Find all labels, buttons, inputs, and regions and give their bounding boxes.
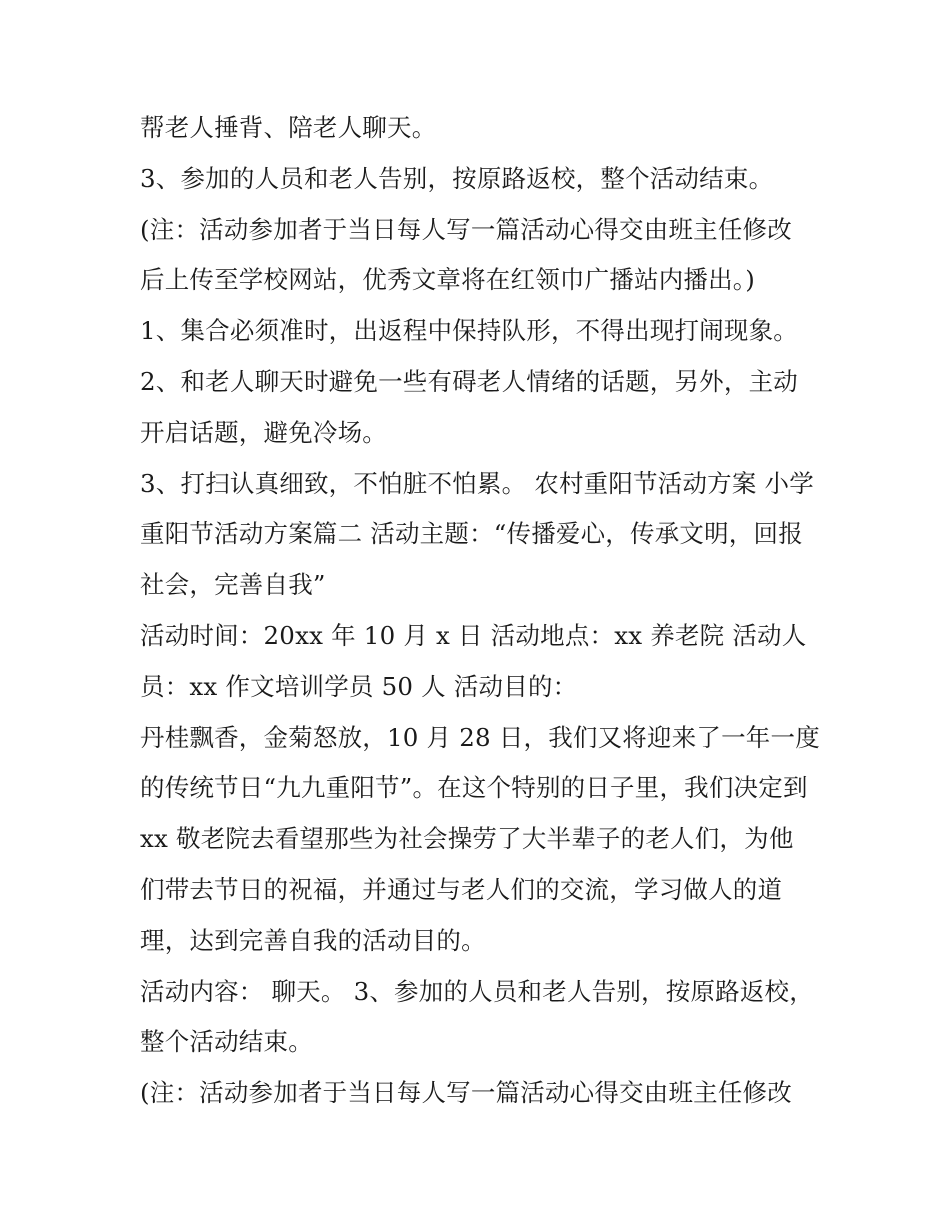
text-line: 员：xx 作文培训学员 50 人 活动目的： bbox=[140, 671, 578, 701]
text-line: 理，达到完善自我的活动目的。 bbox=[140, 925, 486, 955]
text-line: (注：活动参加者于当日每人写一篇活动心得交由班主任修改 bbox=[140, 214, 792, 244]
text-line: 3、参加的人员和老人告别，按原路返校，整个活动结束。 bbox=[140, 163, 774, 193]
text-line: 后上传至学校网站，优秀文章将在红领巾广播站内播出。) bbox=[140, 265, 756, 295]
text-line: 1、集合必须准时，出返程中保持队形，不得出现打闹现象。 bbox=[140, 316, 798, 346]
text-line: 2、和老人聊天时避免一些有碍老人情绪的话题，另外，主动 bbox=[140, 366, 798, 396]
text-line: 社会，完善自我” bbox=[140, 570, 326, 600]
text-line: 重阳节活动方案篇二 活动主题：“传播爱心，传承文明，回报 bbox=[140, 519, 803, 549]
text-line: 3、打扫认真细致，不怕脏不怕累。 农村重阳节活动方案 小学 bbox=[140, 468, 814, 498]
text-line: 整个活动结束。 bbox=[140, 1027, 313, 1057]
text-line: xx 敬老院去看望那些为社会操劳了大半辈子的老人们，为他 bbox=[140, 824, 794, 854]
text-line: 的传统节日“九九重阳节”。在这个特别的日子里，我们决定到 bbox=[140, 773, 808, 803]
text-line: 丹桂飘香，金菊怒放，10 月 28 日，我们又将迎来了一年一度 bbox=[140, 722, 820, 752]
text-line: 开启话题，避免冷场。 bbox=[140, 417, 387, 447]
text-line: 们带去节日的祝福，并通过与老人们的交流，学习做人的道 bbox=[140, 874, 783, 904]
text-line: (注：活动参加者于当日每人写一篇活动心得交由班主任修改 bbox=[140, 1078, 792, 1108]
text-line: 活动时间：20xx 年 10 月 x 日 活动地点：xx 养老院 活动人 bbox=[140, 620, 807, 650]
document-body bbox=[140, 103, 830, 1119]
text-line: 活动内容： 聊天。 3、参加的人员和老人告别，按原路返校， bbox=[140, 976, 814, 1006]
text-line: 帮老人捶背、陪老人聊天。 bbox=[140, 113, 437, 142]
